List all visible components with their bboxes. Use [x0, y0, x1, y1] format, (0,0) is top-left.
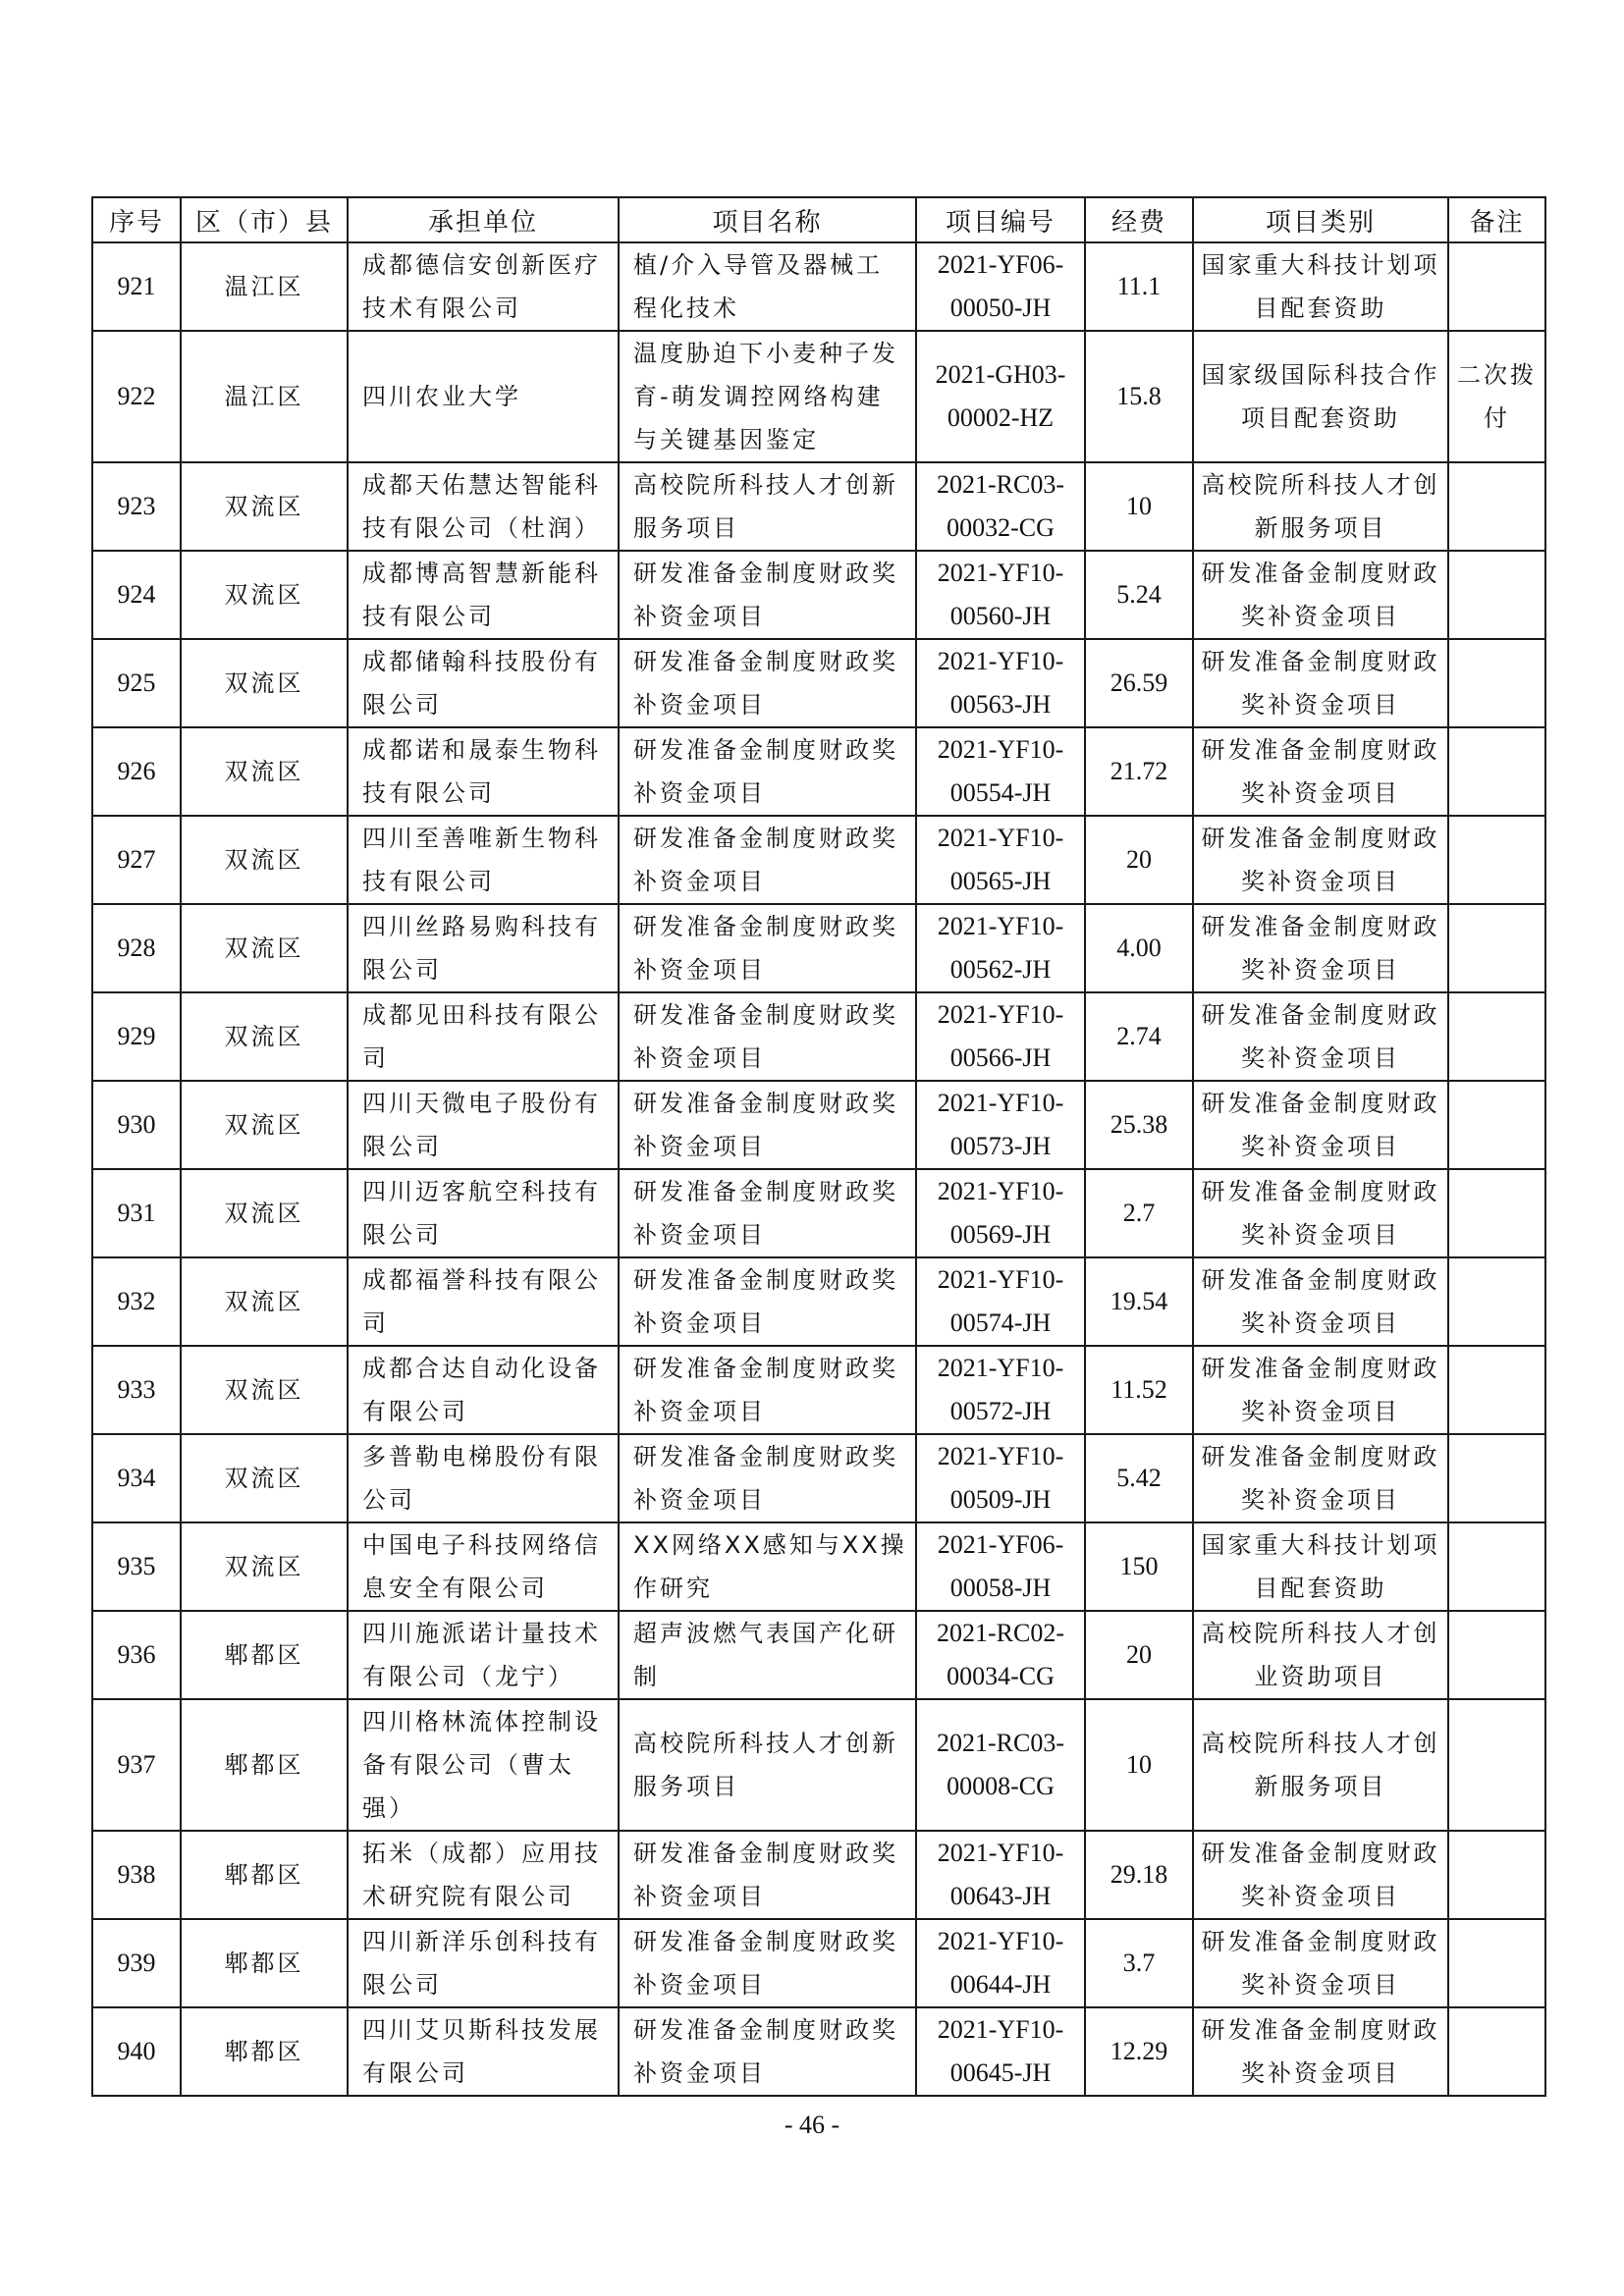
- table-row: [92, 551, 1545, 639]
- cell-project-name: 研发准备金制度财政奖补资金项目: [619, 992, 916, 1081]
- cell-note: [1448, 1522, 1545, 1611]
- table-row: [92, 727, 1545, 816]
- cell-unit: 成都见田科技有限公司: [348, 992, 619, 1081]
- cell-unit: 成都天佑慧达智能科技有限公司（杜润）: [348, 462, 619, 551]
- cell-category: 研发准备金制度财政奖补资金项目: [1193, 1257, 1448, 1346]
- header-district: 区（市）县: [181, 197, 348, 242]
- cell-district: 双流区: [181, 1346, 348, 1434]
- cell-note: [1448, 1434, 1545, 1522]
- cell-unit: 四川农业大学: [348, 331, 619, 462]
- table-row: [92, 462, 1545, 551]
- page-number: - 46 -: [784, 2110, 840, 2139]
- cell-district: 郫都区: [181, 1831, 348, 1919]
- header-note: 备注: [1448, 197, 1545, 242]
- cell-no: 935: [92, 1522, 181, 1611]
- cell-district: 双流区: [181, 816, 348, 904]
- cell-funding: 26.59: [1085, 639, 1193, 727]
- cell-note: [1448, 1169, 1545, 1257]
- cell-no: 930: [92, 1081, 181, 1169]
- table-row: [92, 1699, 1545, 1831]
- cell-category: 研发准备金制度财政奖补资金项目: [1193, 904, 1448, 992]
- cell-note: [1448, 1081, 1545, 1169]
- cell-unit: 四川格林流体控制设备有限公司（曹太强）: [348, 1699, 619, 1831]
- cell-funding: 2.74: [1085, 992, 1193, 1081]
- cell-funding: 5.24: [1085, 551, 1193, 639]
- cell-funding: 150: [1085, 1522, 1193, 1611]
- cell-funding: 12.29: [1085, 2007, 1193, 2096]
- cell-no: 923: [92, 462, 181, 551]
- table-row: [92, 639, 1545, 727]
- cell-category: 高校院所科技人才创新服务项目: [1193, 462, 1448, 551]
- cell-project-name: 研发准备金制度财政奖补资金项目: [619, 904, 916, 992]
- cell-project-code: 2021-YF10-00574-JH: [916, 1257, 1085, 1346]
- cell-project-name: 研发准备金制度财政奖补资金项目: [619, 1831, 916, 1919]
- table-row: [92, 1522, 1545, 1611]
- header-project-name: 项目名称: [619, 197, 916, 242]
- cell-category: 研发准备金制度财政奖补资金项目: [1193, 551, 1448, 639]
- cell-funding: 10: [1085, 462, 1193, 551]
- cell-project-code: 2021-YF10-00644-JH: [916, 1919, 1085, 2007]
- cell-district: 双流区: [181, 1522, 348, 1611]
- cell-district: 温江区: [181, 331, 348, 462]
- cell-category: 研发准备金制度财政奖补资金项目: [1193, 1434, 1448, 1522]
- cell-category: 高校院所科技人才创新服务项目: [1193, 1699, 1448, 1831]
- cell-no: 933: [92, 1346, 181, 1434]
- cell-funding: 21.72: [1085, 727, 1193, 816]
- cell-project-code: 2021-YF10-00509-JH: [916, 1434, 1085, 1522]
- header-unit: 承担单位: [348, 197, 619, 242]
- cell-note: [1448, 2007, 1545, 2096]
- cell-no: 929: [92, 992, 181, 1081]
- cell-project-code: 2021-YF10-00645-JH: [916, 2007, 1085, 2096]
- cell-project-code: 2021-RC02-00034-CG: [916, 1611, 1085, 1699]
- cell-unit: 四川至善唯新生物科技有限公司: [348, 816, 619, 904]
- cell-no: 928: [92, 904, 181, 992]
- table-header-row: [92, 197, 1545, 242]
- cell-note: [1448, 1611, 1545, 1699]
- cell-note: [1448, 727, 1545, 816]
- cell-district: 双流区: [181, 1169, 348, 1257]
- cell-district: 双流区: [181, 551, 348, 639]
- cell-note: [1448, 1919, 1545, 2007]
- cell-project-code: 2021-RC03-00008-CG: [916, 1699, 1085, 1831]
- cell-project-name: 植/介入导管及器械工程化技术: [619, 242, 916, 331]
- cell-category: 研发准备金制度财政奖补资金项目: [1193, 639, 1448, 727]
- header-no: 序号: [92, 197, 181, 242]
- cell-unit: 成都合达自动化设备有限公司: [348, 1346, 619, 1434]
- cell-funding: 15.8: [1085, 331, 1193, 462]
- cell-district: 郫都区: [181, 2007, 348, 2096]
- cell-unit: 拓米（成都）应用技术研究院有限公司: [348, 1831, 619, 1919]
- cell-project-name: 温度胁迫下小麦种子发育-萌发调控网络构建与关键基因鉴定: [619, 331, 916, 462]
- cell-note: [1448, 1699, 1545, 1831]
- cell-unit: 中国电子科技网络信息安全有限公司: [348, 1522, 619, 1611]
- cell-project-code: 2021-YF06-00058-JH: [916, 1522, 1085, 1611]
- table-row: [92, 1434, 1545, 1522]
- cell-district: 双流区: [181, 462, 348, 551]
- cell-category: 研发准备金制度财政奖补资金项目: [1193, 1169, 1448, 1257]
- funding-table-container: [91, 196, 1544, 2097]
- cell-project-code: 2021-YF10-00554-JH: [916, 727, 1085, 816]
- cell-project-name: 研发准备金制度财政奖补资金项目: [619, 727, 916, 816]
- cell-note: [1448, 904, 1545, 992]
- cell-no: 934: [92, 1434, 181, 1522]
- cell-project-code: 2021-YF10-00573-JH: [916, 1081, 1085, 1169]
- cell-no: 938: [92, 1831, 181, 1919]
- cell-no: 922: [92, 331, 181, 462]
- cell-project-name: 研发准备金制度财政奖补资金项目: [619, 1919, 916, 2007]
- cell-project-name: 超声波燃气表国产化研制: [619, 1611, 916, 1699]
- cell-category: 研发准备金制度财政奖补资金项目: [1193, 1081, 1448, 1169]
- cell-funding: 11.1: [1085, 242, 1193, 331]
- cell-unit: 成都德信安创新医疗技术有限公司: [348, 242, 619, 331]
- cell-district: 双流区: [181, 639, 348, 727]
- cell-note: [1448, 816, 1545, 904]
- cell-funding: 19.54: [1085, 1257, 1193, 1346]
- cell-category: 研发准备金制度财政奖补资金项目: [1193, 816, 1448, 904]
- cell-category: 研发准备金制度财政奖补资金项目: [1193, 992, 1448, 1081]
- cell-project-name: 研发准备金制度财政奖补资金项目: [619, 551, 916, 639]
- cell-unit: 成都博高智慧新能科技有限公司: [348, 551, 619, 639]
- table-row: [92, 1919, 1545, 2007]
- cell-district: 双流区: [181, 904, 348, 992]
- cell-no: 921: [92, 242, 181, 331]
- table-row: [92, 1081, 1545, 1169]
- cell-project-name: 高校院所科技人才创新服务项目: [619, 462, 916, 551]
- cell-no: 939: [92, 1919, 181, 2007]
- cell-note: [1448, 1257, 1545, 1346]
- funding-table: [91, 196, 1546, 2097]
- cell-project-name: 研发准备金制度财政奖补资金项目: [619, 1257, 916, 1346]
- cell-category: 国家重大科技计划项目配套资助: [1193, 242, 1448, 331]
- header-category: 项目类别: [1193, 197, 1448, 242]
- cell-project-name: 研发准备金制度财政奖补资金项目: [619, 1169, 916, 1257]
- cell-unit: 四川丝路易购科技有限公司: [348, 904, 619, 992]
- table-row: [92, 1257, 1545, 1346]
- cell-district: 温江区: [181, 242, 348, 331]
- cell-funding: 29.18: [1085, 1831, 1193, 1919]
- cell-project-code: 2021-YF10-00643-JH: [916, 1831, 1085, 1919]
- cell-unit: 四川新洋乐创科技有限公司: [348, 1919, 619, 2007]
- cell-unit: 四川天微电子股份有限公司: [348, 1081, 619, 1169]
- cell-district: 双流区: [181, 1081, 348, 1169]
- table-body: [92, 242, 1545, 2096]
- table-row: [92, 816, 1545, 904]
- cell-no: 936: [92, 1611, 181, 1699]
- table-row: [92, 1611, 1545, 1699]
- cell-district: 郫都区: [181, 1611, 348, 1699]
- cell-no: 924: [92, 551, 181, 639]
- cell-note: [1448, 1831, 1545, 1919]
- cell-project-name: 研发准备金制度财政奖补资金项目: [619, 639, 916, 727]
- cell-category: 研发准备金制度财政奖补资金项目: [1193, 1346, 1448, 1434]
- table-row: [92, 904, 1545, 992]
- cell-project-name: 研发准备金制度财政奖补资金项目: [619, 2007, 916, 2096]
- cell-no: 927: [92, 816, 181, 904]
- header-project-code: 项目编号: [916, 197, 1085, 242]
- cell-funding: 20: [1085, 816, 1193, 904]
- cell-district: 郫都区: [181, 1919, 348, 2007]
- cell-note: [1448, 992, 1545, 1081]
- cell-project-code: 2021-YF10-00572-JH: [916, 1346, 1085, 1434]
- cell-project-code: 2021-YF10-00565-JH: [916, 816, 1085, 904]
- table-row: [92, 1346, 1545, 1434]
- cell-district: 双流区: [181, 727, 348, 816]
- cell-funding: 3.7: [1085, 1919, 1193, 2007]
- cell-unit: 成都福誉科技有限公司: [348, 1257, 619, 1346]
- cell-funding: 5.42: [1085, 1434, 1193, 1522]
- cell-project-code: 2021-YF10-00566-JH: [916, 992, 1085, 1081]
- cell-note: [1448, 639, 1545, 727]
- cell-unit: 四川艾贝斯科技发展有限公司: [348, 2007, 619, 2096]
- cell-project-code: 2021-YF10-00562-JH: [916, 904, 1085, 992]
- cell-category: 国家重大科技计划项目配套资助: [1193, 1522, 1448, 1611]
- cell-unit: 多普勒电梯股份有限公司: [348, 1434, 619, 1522]
- cell-note: 二次拨付: [1448, 331, 1545, 462]
- cell-project-code: 2021-YF10-00563-JH: [916, 639, 1085, 727]
- cell-district: 双流区: [181, 1434, 348, 1522]
- cell-project-code: 2021-YF06-00050-JH: [916, 242, 1085, 331]
- cell-unit: 四川施派诺计量技术有限公司（龙宁）: [348, 1611, 619, 1699]
- header-funding: 经费: [1085, 197, 1193, 242]
- cell-no: 931: [92, 1169, 181, 1257]
- cell-note: [1448, 462, 1545, 551]
- cell-funding: 10: [1085, 1699, 1193, 1831]
- cell-unit: 成都储翰科技股份有限公司: [348, 639, 619, 727]
- cell-project-name: XX网络XX感知与XX操作研究: [619, 1522, 916, 1611]
- cell-project-code: 2021-GH03-00002-HZ: [916, 331, 1085, 462]
- cell-project-code: 2021-RC03-00032-CG: [916, 462, 1085, 551]
- cell-unit: 四川迈客航空科技有限公司: [348, 1169, 619, 1257]
- cell-category: 高校院所科技人才创业资助项目: [1193, 1611, 1448, 1699]
- cell-project-code: 2021-YF10-00560-JH: [916, 551, 1085, 639]
- cell-no: 937: [92, 1699, 181, 1831]
- cell-district: 郫都区: [181, 1699, 348, 1831]
- cell-funding: 20: [1085, 1611, 1193, 1699]
- cell-category: 研发准备金制度财政奖补资金项目: [1193, 727, 1448, 816]
- cell-unit: 成都诺和晟泰生物科技有限公司: [348, 727, 619, 816]
- cell-project-name: 高校院所科技人才创新服务项目: [619, 1699, 916, 1831]
- cell-funding: 2.7: [1085, 1169, 1193, 1257]
- cell-note: [1448, 242, 1545, 331]
- cell-category: 研发准备金制度财政奖补资金项目: [1193, 1919, 1448, 2007]
- cell-note: [1448, 551, 1545, 639]
- cell-no: 925: [92, 639, 181, 727]
- cell-funding: 4.00: [1085, 904, 1193, 992]
- cell-category: 研发准备金制度财政奖补资金项目: [1193, 1831, 1448, 1919]
- cell-project-name: 研发准备金制度财政奖补资金项目: [619, 1081, 916, 1169]
- table-row: [92, 1169, 1545, 1257]
- cell-funding: 25.38: [1085, 1081, 1193, 1169]
- cell-project-code: 2021-YF10-00569-JH: [916, 1169, 1085, 1257]
- cell-category: 国家级国际科技合作项目配套资助: [1193, 331, 1448, 462]
- cell-project-name: 研发准备金制度财政奖补资金项目: [619, 1346, 916, 1434]
- table-row: [92, 992, 1545, 1081]
- table-row: [92, 2007, 1545, 2096]
- cell-category: 研发准备金制度财政奖补资金项目: [1193, 2007, 1448, 2096]
- cell-no: 932: [92, 1257, 181, 1346]
- cell-project-name: 研发准备金制度财政奖补资金项目: [619, 1434, 916, 1522]
- cell-no: 926: [92, 727, 181, 816]
- cell-district: 双流区: [181, 1257, 348, 1346]
- cell-note: [1448, 1346, 1545, 1434]
- cell-district: 双流区: [181, 992, 348, 1081]
- table-row: [92, 1831, 1545, 1919]
- table-row: [92, 331, 1545, 462]
- cell-funding: 11.52: [1085, 1346, 1193, 1434]
- cell-no: 940: [92, 2007, 181, 2096]
- table-row: [92, 242, 1545, 331]
- cell-project-name: 研发准备金制度财政奖补资金项目: [619, 816, 916, 904]
